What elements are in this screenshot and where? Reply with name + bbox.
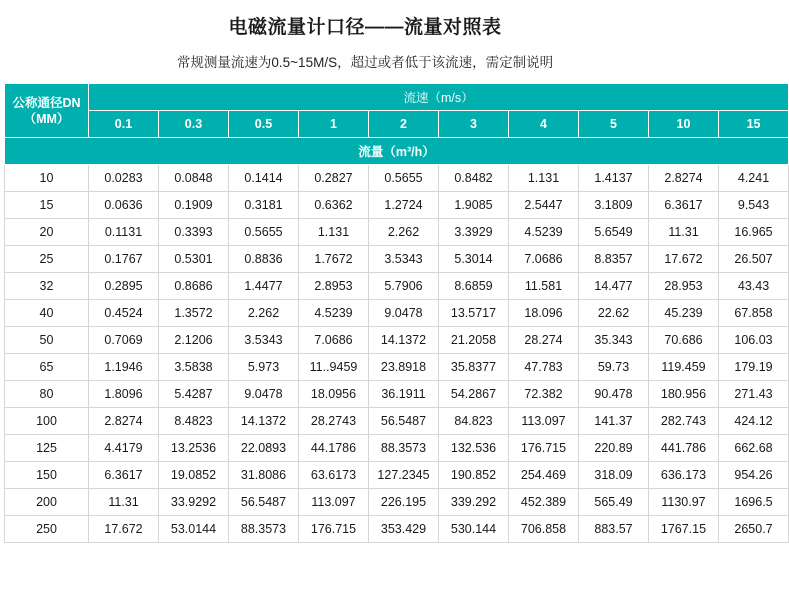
cell-flow: 0.6362 — [299, 192, 369, 219]
cell-flow: 0.4524 — [89, 300, 159, 327]
cell-flow: 0.0636 — [89, 192, 159, 219]
cell-flow: 3.5343 — [229, 327, 299, 354]
cell-flow: 9.0478 — [369, 300, 439, 327]
cell-dn: 32 — [5, 273, 89, 300]
cell-flow: 1.131 — [299, 219, 369, 246]
cell-dn: 15 — [5, 192, 89, 219]
cell-flow: 132.536 — [439, 435, 509, 462]
cell-flow: 1.4477 — [229, 273, 299, 300]
cell-flow: 0.5301 — [159, 246, 229, 273]
cell-flow: 45.239 — [649, 300, 719, 327]
cell-flow: 0.1909 — [159, 192, 229, 219]
table-row — [5, 273, 789, 300]
page-subtitle: 常规测量流速为0.5~15M/S，超过或者低于该流速，需定制说明 — [176, 55, 554, 70]
cell-dn: 50 — [5, 327, 89, 354]
cell-flow: 1.8096 — [89, 381, 159, 408]
cell-flow: 441.786 — [649, 435, 719, 462]
cell-flow: 106.03 — [719, 327, 789, 354]
cell-flow: 271.43 — [719, 381, 789, 408]
cell-flow: 5.4287 — [159, 381, 229, 408]
table-row — [5, 435, 789, 462]
cell-flow: 35.8377 — [439, 354, 509, 381]
cell-flow: 53.0144 — [159, 516, 229, 543]
cell-flow: 180.956 — [649, 381, 719, 408]
cell-flow: 35.343 — [579, 327, 649, 354]
cell-flow: 2.8953 — [299, 273, 369, 300]
cell-flow: 0.8482 — [439, 165, 509, 192]
cell-flow: 179.19 — [719, 354, 789, 381]
cell-flow: 113.097 — [509, 408, 579, 435]
dn-header-line2: （MM） — [23, 111, 70, 126]
table-row — [5, 327, 789, 354]
cell-flow: 3.3929 — [439, 219, 509, 246]
cell-flow: 452.389 — [509, 489, 579, 516]
cell-flow: 119.459 — [649, 354, 719, 381]
table-header — [5, 84, 789, 165]
cell-flow: 339.292 — [439, 489, 509, 516]
header-row-top — [5, 84, 789, 111]
cell-flow: 0.1414 — [229, 165, 299, 192]
cell-flow: 113.097 — [299, 489, 369, 516]
cell-flow: 2.5447 — [509, 192, 579, 219]
cell-flow: 16.965 — [719, 219, 789, 246]
cell-flow: 14.477 — [579, 273, 649, 300]
cell-flow: 21.2058 — [439, 327, 509, 354]
cell-flow: 0.3181 — [229, 192, 299, 219]
cell-flow: 28.274 — [509, 327, 579, 354]
table-row — [5, 246, 789, 273]
cell-flow: 72.382 — [509, 381, 579, 408]
velocity-header-cell: 流速（m/s） — [89, 84, 789, 111]
cell-flow: 954.26 — [719, 462, 789, 489]
cell-flow: 59.73 — [579, 354, 649, 381]
cell-flow: 6.3617 — [649, 192, 719, 219]
cell-flow: 4.5239 — [299, 300, 369, 327]
table-row — [5, 381, 789, 408]
velocity-col-6: 4 — [509, 111, 579, 138]
cell-flow: 56.5487 — [229, 489, 299, 516]
velocity-col-9: 15 — [719, 111, 789, 138]
cell-flow: 14.1372 — [369, 327, 439, 354]
cell-flow: 23.8918 — [369, 354, 439, 381]
cell-flow: 88.3573 — [369, 435, 439, 462]
velocity-col-8: 10 — [649, 111, 719, 138]
cell-flow: 883.57 — [579, 516, 649, 543]
cell-flow: 353.429 — [369, 516, 439, 543]
cell-flow: 4.4179 — [89, 435, 159, 462]
dn-header-cell — [5, 84, 89, 138]
flow-band-label: 流量（m³/h） — [5, 138, 789, 165]
cell-flow: 14.1372 — [229, 408, 299, 435]
cell-flow: 56.5487 — [369, 408, 439, 435]
cell-flow: 2650.7 — [719, 516, 789, 543]
table-row — [5, 408, 789, 435]
table-row — [5, 300, 789, 327]
cell-flow: 13.5717 — [439, 300, 509, 327]
cell-flow: 662.68 — [719, 435, 789, 462]
velocity-col-7: 5 — [579, 111, 649, 138]
cell-flow: 5.6549 — [579, 219, 649, 246]
cell-flow: 17.672 — [649, 246, 719, 273]
cell-flow: 22.0893 — [229, 435, 299, 462]
cell-flow: 0.5655 — [369, 165, 439, 192]
velocity-col-1: 0.3 — [159, 111, 229, 138]
cell-flow: 0.0283 — [89, 165, 159, 192]
cell-flow: 9.543 — [719, 192, 789, 219]
cell-flow: 5.7906 — [369, 273, 439, 300]
cell-flow: 44.1786 — [299, 435, 369, 462]
cell-flow: 318.09 — [579, 462, 649, 489]
cell-flow: 5.973 — [229, 354, 299, 381]
cell-flow: 424.12 — [719, 408, 789, 435]
dn-header-line1: 公称通径DN — [12, 95, 81, 110]
cell-flow: 19.0852 — [159, 462, 229, 489]
cell-flow: 84.823 — [439, 408, 509, 435]
cell-flow: 1696.5 — [719, 489, 789, 516]
cell-flow: 0.1131 — [89, 219, 159, 246]
cell-flow: 31.8086 — [229, 462, 299, 489]
cell-flow: 530.144 — [439, 516, 509, 543]
cell-flow: 176.715 — [299, 516, 369, 543]
cell-flow: 220.89 — [579, 435, 649, 462]
velocity-col-3: 1 — [299, 111, 369, 138]
flow-comparison-table — [4, 83, 789, 543]
cell-flow: 254.469 — [509, 462, 579, 489]
cell-flow: 11.31 — [89, 489, 159, 516]
cell-flow: 70.686 — [649, 327, 719, 354]
cell-flow: 1.2724 — [369, 192, 439, 219]
cell-flow: 2.1206 — [159, 327, 229, 354]
cell-flow: 5.3014 — [439, 246, 509, 273]
cell-dn: 100 — [5, 408, 89, 435]
cell-flow: 63.6173 — [299, 462, 369, 489]
cell-flow: 11..9459 — [299, 354, 369, 381]
table-body — [5, 165, 789, 543]
header-row-velocities — [5, 111, 789, 138]
cell-flow: 127.2345 — [369, 462, 439, 489]
velocity-col-2: 0.5 — [229, 111, 299, 138]
cell-dn: 200 — [5, 489, 89, 516]
table-row — [5, 192, 789, 219]
cell-flow: 28.953 — [649, 273, 719, 300]
cell-flow: 3.1809 — [579, 192, 649, 219]
cell-flow: 1767.15 — [649, 516, 719, 543]
cell-flow: 2.8274 — [89, 408, 159, 435]
cell-flow: 36.1911 — [369, 381, 439, 408]
cell-flow: 176.715 — [509, 435, 579, 462]
cell-flow: 8.6859 — [439, 273, 509, 300]
cell-flow: 190.852 — [439, 462, 509, 489]
cell-flow: 0.8686 — [159, 273, 229, 300]
cell-flow: 9.0478 — [229, 381, 299, 408]
cell-flow: 1.131 — [509, 165, 579, 192]
cell-flow: 282.743 — [649, 408, 719, 435]
cell-flow: 88.3573 — [229, 516, 299, 543]
cell-flow: 90.478 — [579, 381, 649, 408]
cell-dn: 25 — [5, 246, 89, 273]
cell-flow: 28.2743 — [299, 408, 369, 435]
cell-dn: 250 — [5, 516, 89, 543]
velocity-col-5: 3 — [439, 111, 509, 138]
cell-flow: 18.096 — [509, 300, 579, 327]
cell-flow: 636.173 — [649, 462, 719, 489]
cell-flow: 0.5655 — [229, 219, 299, 246]
header-row-flow-band — [5, 138, 789, 165]
cell-flow: 1.4137 — [579, 165, 649, 192]
cell-flow: 3.5343 — [369, 246, 439, 273]
cell-flow: 11.581 — [509, 273, 579, 300]
cell-flow: 565.49 — [579, 489, 649, 516]
cell-flow: 67.858 — [719, 300, 789, 327]
table-row — [5, 219, 789, 246]
cell-flow: 0.2827 — [299, 165, 369, 192]
cell-dn: 80 — [5, 381, 89, 408]
cell-flow: 0.7069 — [89, 327, 159, 354]
cell-flow: 3.5838 — [159, 354, 229, 381]
cell-flow: 1.9085 — [439, 192, 509, 219]
cell-flow: 0.3393 — [159, 219, 229, 246]
cell-flow: 2.8274 — [649, 165, 719, 192]
cell-flow: 22.62 — [579, 300, 649, 327]
cell-flow: 226.195 — [369, 489, 439, 516]
cell-flow: 1130.97 — [649, 489, 719, 516]
cell-flow: 0.8836 — [229, 246, 299, 273]
cell-dn: 20 — [5, 219, 89, 246]
table-row — [5, 354, 789, 381]
cell-flow: 1.3572 — [159, 300, 229, 327]
cell-flow: 8.8357 — [579, 246, 649, 273]
cell-flow: 17.672 — [89, 516, 159, 543]
cell-flow: 33.9292 — [159, 489, 229, 516]
cell-flow: 0.2895 — [89, 273, 159, 300]
cell-flow: 43.43 — [719, 273, 789, 300]
cell-flow: 47.783 — [509, 354, 579, 381]
page-container — [0, 12, 773, 600]
cell-dn: 40 — [5, 300, 89, 327]
cell-flow: 13.2536 — [159, 435, 229, 462]
table-row — [5, 462, 789, 489]
cell-flow: 141.37 — [579, 408, 649, 435]
table-row — [5, 165, 789, 192]
cell-flow: 4.5239 — [509, 219, 579, 246]
cell-flow: 1.1946 — [89, 354, 159, 381]
velocity-col-0: 0.1 — [89, 111, 159, 138]
cell-flow: 18.0956 — [299, 381, 369, 408]
velocity-col-4: 2 — [369, 111, 439, 138]
cell-flow: 7.0686 — [299, 327, 369, 354]
cell-flow: 0.1767 — [89, 246, 159, 273]
cell-flow: 0.0848 — [159, 165, 229, 192]
cell-flow: 2.262 — [229, 300, 299, 327]
cell-flow: 4.241 — [719, 165, 789, 192]
table-row — [5, 516, 789, 543]
cell-dn: 150 — [5, 462, 89, 489]
cell-flow: 8.4823 — [159, 408, 229, 435]
page-title: 电磁流量计口径——流量对照表 — [228, 17, 502, 38]
cell-dn: 125 — [5, 435, 89, 462]
cell-flow: 26.507 — [719, 246, 789, 273]
table-row — [5, 489, 789, 516]
cell-dn: 10 — [5, 165, 89, 192]
cell-flow: 1.7672 — [299, 246, 369, 273]
cell-flow: 2.262 — [369, 219, 439, 246]
cell-flow: 706.858 — [509, 516, 579, 543]
cell-flow: 7.0686 — [509, 246, 579, 273]
cell-flow: 54.2867 — [439, 381, 509, 408]
cell-flow: 11.31 — [649, 219, 719, 246]
cell-dn: 65 — [5, 354, 89, 381]
cell-flow: 6.3617 — [89, 462, 159, 489]
